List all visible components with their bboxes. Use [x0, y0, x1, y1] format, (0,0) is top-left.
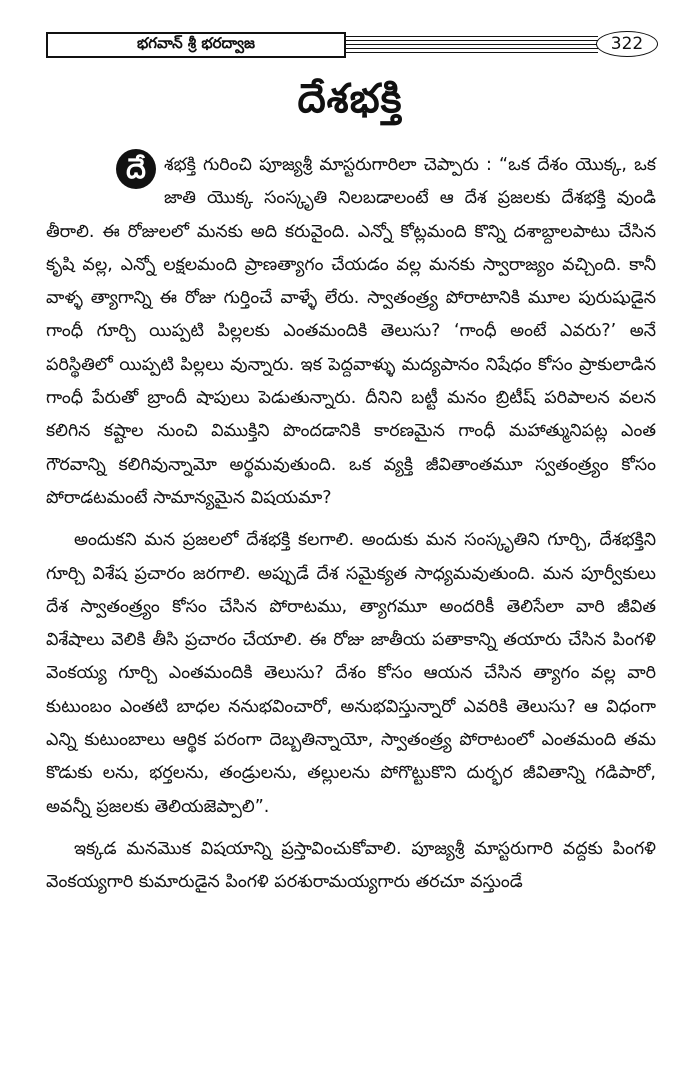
paragraph-1-text: శభక్తి గురించి పూజ్యశ్రీ మాస్టరుగారిలా చెప్పారు : “ఒక దేశం యొక్క, ఒక జాతి యొక్క సంస్కృతి నిలబడాలంటే ఆ దేశ ప్రజలకు దేశభక్తి వుండి తీరాలి. ఈ రోజులలో మనకు అది కరువైంది. ఎన్నో కోట్లమంది కొన్ని దశాబ్దాలపాటు చేసిన కృషి వల్ల, ఎన్నో లక్షలమంది ప్రాణత్యాగం చేయడం వల్ల మనకు స్వారాజ్యం వచ్చింది. కానీ వాళ్ళ త్యాగాన్ని ఈ రోజు గుర్తించే వాళ్ళే లేరు. స్వాతంత్ర్య పోరాటానికి మూల పురుషుడైన గాంధీ గూర్చి యిప్పటి పిల్లలకు ఎంతమందికి తెలుసు? ‘గాంధీ అంటే ఎవరు?’ అనే పరిస్థితిలో యిప్పటి పిల్లలు వున్నారు. ఇక పెద్దవాళ్ళు మద్యపానం నిషేధం కోసం ప్రాకులాడిన గాంధీ పేరుతో బ్రాందీ షాపులు పెడుతున్నారు. దీనిని బట్టీ మనం బ్రిటీష్ పరిపాలన వలన కలిగిన కష్టాల నుంచి విముక్తిని పొందడానికి కారణమైన గాంధీ మహాత్మునిపట్ల ఎంత గౌరవాన్ని కలిగివున్నామో అర్థమవుతుంది. ఒక వ్యక్తి జీవితాంతమూ స్వతంత్ర్యం కోసం పోరాడటమంటే సామాన్యమైన విషయమా? [46, 155, 656, 508]
paragraph-1 [46, 149, 656, 515]
running-header [46, 32, 658, 60]
header-rule-lines [346, 36, 598, 54]
body-text [46, 140, 656, 900]
paragraph-2: అందుకని మన ప్రజలలో దేశభక్తి కలగాలి. అందుకు మన సంస్కృతిని గూర్చి, దేశభక్తిని గూర్చి విశేష ప్రచారం జరగాలి. అప్పుడే దేశ సమైక్యత సాధ్యమవుతుంది. మన పూర్వీకులు దేశ స్వాతంత్ర్యం కోసం చేసిన పోరాటము, త్యాగమూ అందరికీ తెలిసేలా వారి జీవిత విశేషాలు వెలికి తీసి ప్రచారం చేయాలి. ఈ రోజు జాతీయ పతాకాన్ని తయారు చేసిన పింగళి వెంకయ్య గూర్చి ఎంతమందికి తెలుసు? దేశం కోసం ఆయన చేసిన త్యాగం వల్ల వారి కుటుంబం ఎంతటి బాధల ననుభవించారో, అనుభవిస్తున్నారో ఎవరికి తెలుసు? ఆ విధంగా ఎన్ని కుటుంబాలు ఆర్థిక పరంగా దెబ్బతిన్నాయో, స్వాతంత్ర్య పోరాటంలో ఎంతమంది తమ కొడుకు లను, భర్తలను, తండ్రులను, తల్లులను పోగొట్టుకొని దుర్భర జీవితాన్ని గడిపారో, అవన్నీ ప్రజలకు తెలియజెప్పాలి”. [46, 530, 656, 817]
book-title: భగవాన్ శ్రీ భరద్వాజ [46, 32, 346, 58]
drop-cap: దే [116, 149, 156, 189]
paragraph-3: ఇక్కడ మనమొక విషయాన్ని ప్రస్తావించుకోవాలి. పూజ్యశ్రీ మాస్టరుగారి వద్దకు పింగళి వెంకయ్యగారి కుమారుడైన పింగళి పరశురామయ్యగారు తరచూ వస్తుండే [46, 838, 656, 893]
page-number: 322 [596, 31, 658, 57]
chapter-title: దేశభక్తి [297, 76, 403, 122]
